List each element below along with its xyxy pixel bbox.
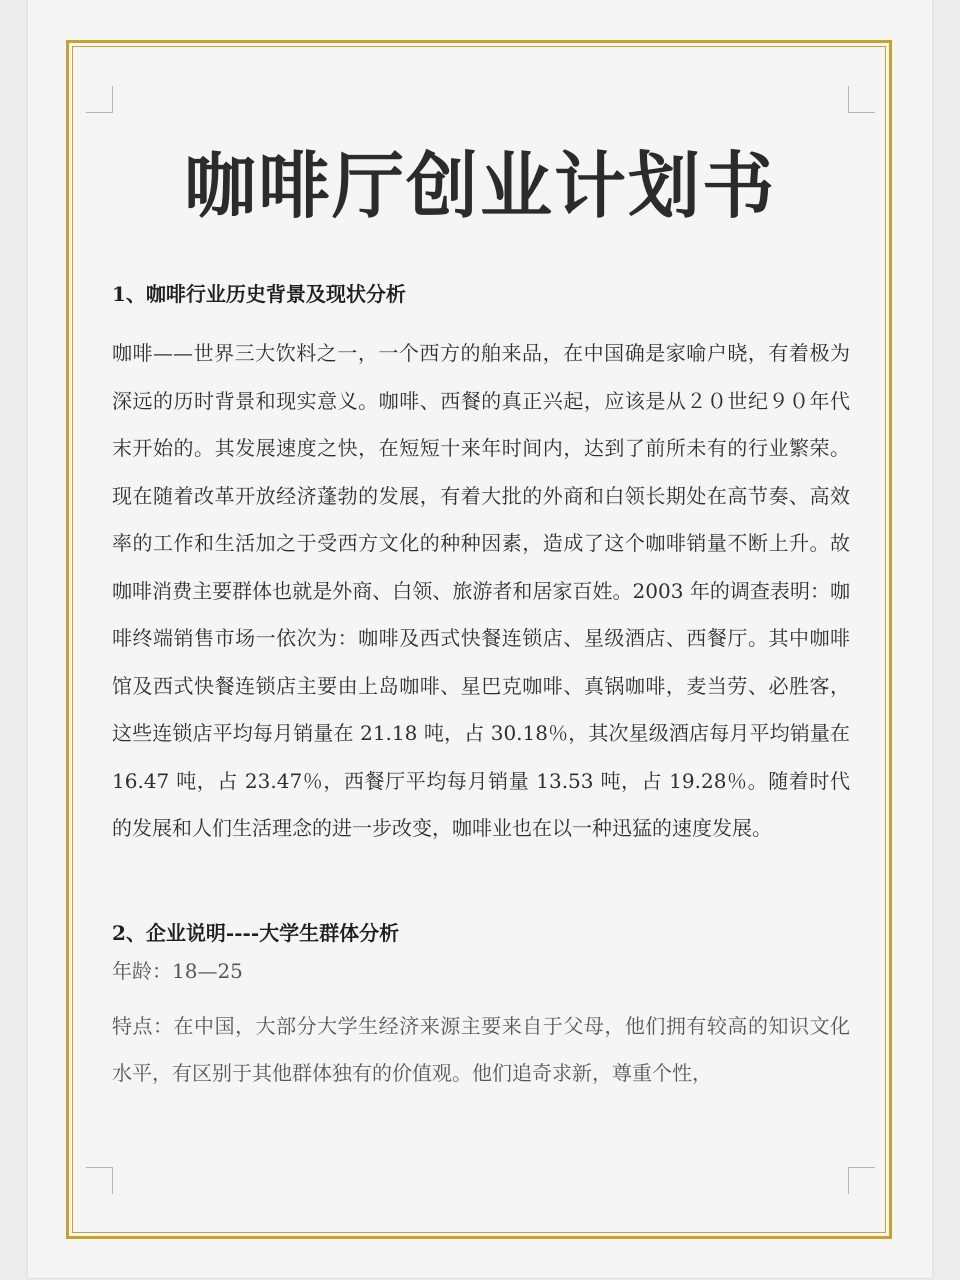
section-2-heading: 2、企业说明----大学生群体分析: [112, 920, 400, 945]
crop-mark-top-right: [848, 86, 875, 113]
document-body: [112, 278, 850, 1098]
features-paragraph: 特点：在中国，大部分大学生经济来源主要来自于父母，他们拥有较高的知识文化水平，有区别于其他群体独有的价值观。他们追奇求新，尊重个性，: [112, 1013, 850, 1085]
crop-mark-top-left: [86, 86, 113, 113]
section-1-heading: 1、咖啡行业历史背景及现状分析: [112, 282, 406, 306]
crop-mark-bottom-left: [86, 1167, 113, 1194]
section-1-paragraph: 咖啡——世界三大饮料之一，一个西方的舶来品，在中国确是家喻户晓，有着极为深远的历时背景和现实意义。咖啡、西餐的真正兴起，应该是从２０世纪９０年代末开始的。其发展速度之快，在短短十来年时间内，达到了前所未有的行业繁荣。现在随着改革开放经济蓬勃的发展，有着大批的外商和白领长期处在高节奏、高效率的工作和生活加之于受西方文化的种种因素，造成了这个咖啡销量不断上升。故咖啡消费主要群体也就是外商、白领、旅游者和居家百姓。2003 年的调查表明：咖啡终端销售市场一依次为：咖啡及西式快餐连锁店、星级酒店、西餐厅。其中咖啡馆及西式快餐连锁店主要由上岛咖啡、星巴克咖啡、真锅咖啡，麦当劳、必胜客，这些连锁店平均每月销量在 21.18 吨，占 30.18％，其次星级酒店每月平均销量在 16.47 吨，占 23.47％，西餐厅平均每月销量 13.53 吨，占 19.28％。随着时代的发展和人们生活理念的进一步改变，咖啡业也在以一种迅猛的速度发展。: [112, 341, 850, 840]
age-range-text: 年龄：18—25: [112, 958, 243, 983]
crop-mark-bottom-right: [848, 1167, 875, 1194]
document-title: 咖啡厅创业计划书: [183, 144, 776, 228]
